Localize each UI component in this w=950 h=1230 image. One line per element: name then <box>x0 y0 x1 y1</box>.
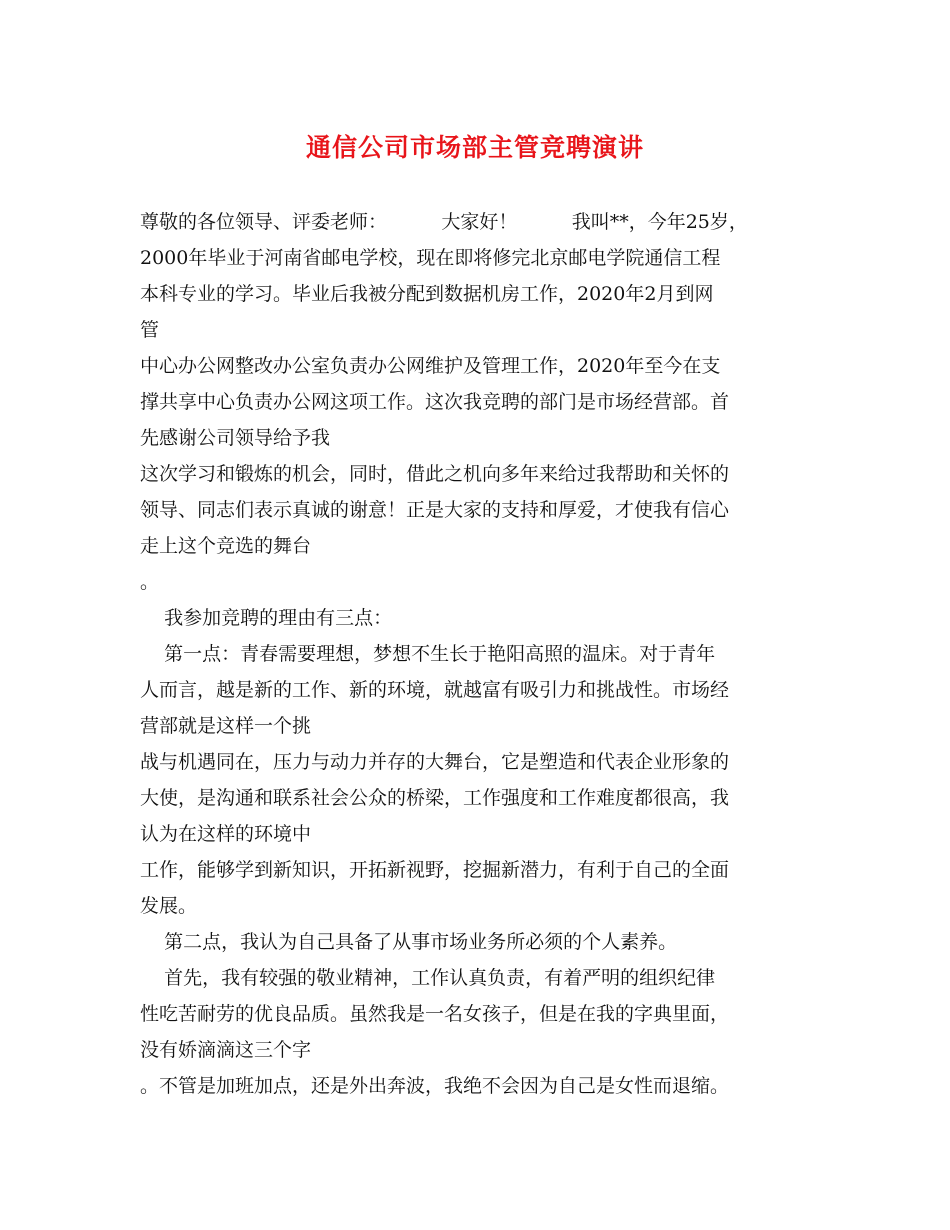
body-line: 尊敬的各位领导、评委老师： 大家好！ 我叫**，今年25岁， <box>140 211 748 233</box>
document-body <box>140 204 840 1104</box>
body-line: 第一点：青春需要理想，梦想不生长于艳阳高照的温床。对于青年 <box>140 643 716 665</box>
body-line: 第二点，我认为自己具备了从事市场业务所必须的个人素养。 <box>140 931 678 953</box>
body-line: 2000年毕业于河南省邮电学校，现在即将修完北京邮电学院通信工程 <box>140 247 721 269</box>
body-line: 发展。 <box>140 895 198 917</box>
body-line: 首先，我有较强的敬业精神，工作认真负责，有着严明的组织纪律 <box>140 967 716 989</box>
body-line: 这次学习和锻炼的机会，同时，借此之机向多年来给过我帮助和关怀的 <box>140 463 730 485</box>
body-line: 认为在这样的环境中 <box>140 823 312 845</box>
body-line: 领导、同志们表示真诚的谢意！正是大家的支持和厚爱，才使我有信心 <box>140 499 730 521</box>
body-line: 。 <box>140 571 160 593</box>
document-title: 通信公司市场部主管竞聘演讲 <box>305 133 644 162</box>
body-line: 撑共享中心负责办公网这项工作。这次我竞聘的部门是市场经营部。首 <box>140 391 730 413</box>
body-line: 没有娇滴滴这三个字 <box>140 1039 312 1061</box>
body-line: 战与机遇同在，压力与动力并存的大舞台，它是塑造和代表企业形象的 <box>140 751 730 773</box>
body-line: 我参加竞聘的理由有三点： <box>140 607 393 629</box>
body-line: 大使，是沟通和联系社会公众的桥梁，工作强度和工作难度都很高，我 <box>140 787 730 809</box>
body-line: 工作，能够学到新知识，开拓新视野，挖掘新潜力，有利于自己的全面 <box>140 859 730 881</box>
body-line: 人而言，越是新的工作、新的环境，就越富有吸引力和挑战性。市场经 <box>140 679 730 701</box>
body-line: 。不管是加班加点，还是外出奔波，我绝不会因为自己是女性而退缩。 <box>140 1075 730 1097</box>
body-line: 管 <box>140 319 160 341</box>
body-line: 营部就是这样一个挑 <box>140 715 312 737</box>
body-line: 本科专业的学习。毕业后我被分配到数据机房工作，2020年2月到网 <box>140 283 714 305</box>
body-line: 中心办公网整改办公室负责办公网维护及管理工作，2020年至今在支 <box>140 355 721 377</box>
body-line: 先感谢公司领导给予我 <box>140 427 331 449</box>
body-line: 性吃苦耐劳的优良品质。虽然我是一名女孩子，但是在我的字典里面， <box>140 1003 730 1025</box>
body-line: 走上这个竞选的舞台 <box>140 535 312 557</box>
